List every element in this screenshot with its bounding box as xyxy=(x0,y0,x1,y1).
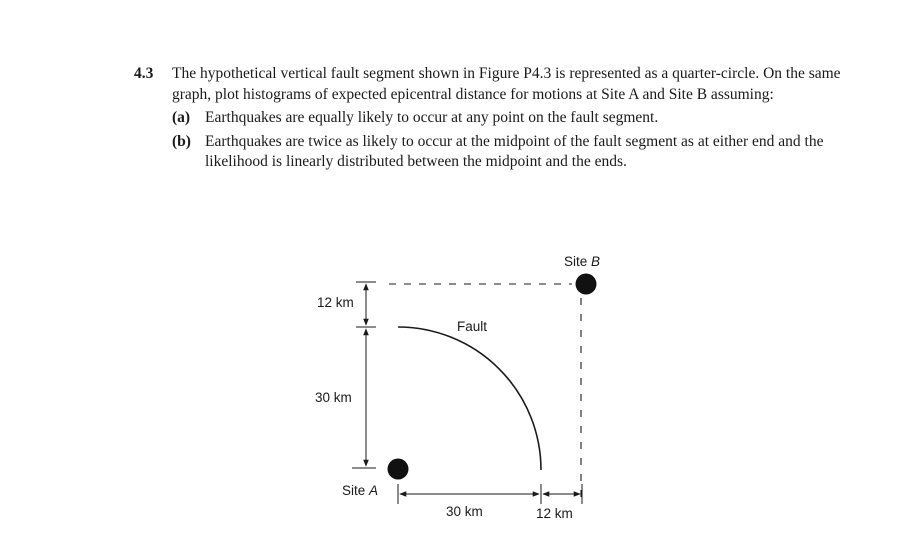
site-a-label: Site A xyxy=(342,483,379,498)
part-b-label: (b) xyxy=(172,132,191,150)
part-b-text: Earthquakes are twice as likely to occur at the midpoint of the fault segment as at either end and the likelihood is linearly distributed between the midpoint and the ends. xyxy=(205,132,824,170)
fault-label: Fault xyxy=(457,319,488,334)
dim-label-30km-horizontal: 30 km xyxy=(446,504,483,519)
site-b-marker xyxy=(576,274,597,295)
problem-stem: The hypothetical vertical fault segment shown in Figure P4.3 is represented as a quarter-circle. On the same graph, plot histograms of expected epicentral distance for motions at Site A and Site B assuming: xyxy=(172,65,841,103)
problem-number: 4.3 xyxy=(134,65,154,82)
part-a-label: (a) xyxy=(172,109,191,126)
dim-label-12km-horizontal: 12 km xyxy=(536,506,573,521)
dim-label-30km-vertical: 30 km xyxy=(315,390,352,405)
site-a-marker xyxy=(388,459,409,480)
fault-arc xyxy=(398,327,541,470)
dim-label-12km-vertical: 12 km xyxy=(317,295,354,310)
site-b-label: Site B xyxy=(564,254,601,269)
part-a-text: Earthquakes are equally likely to occur at any point on the fault segment. xyxy=(205,109,659,126)
